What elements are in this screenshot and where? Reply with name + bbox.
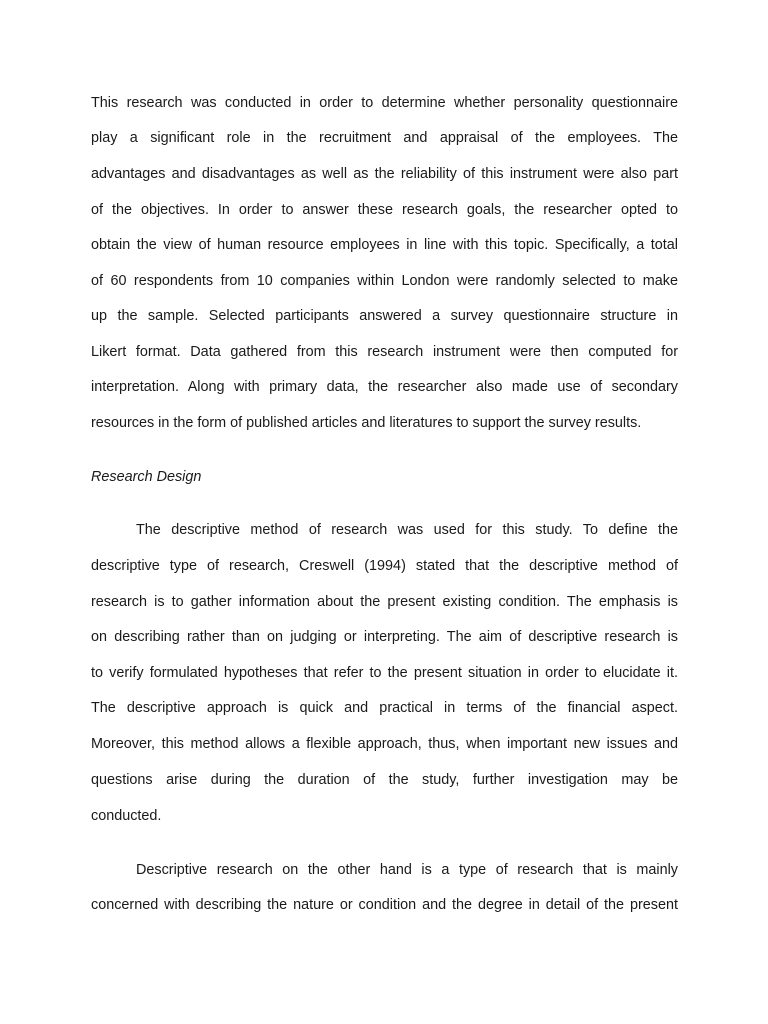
text-line: play a significant role in the recruitment and appraisal of the employees. The — [91, 130, 678, 146]
text-line: research is to gather information about the present existing condition. The emphasis is — [91, 594, 678, 610]
text-line: Descriptive research on the other hand is a type of research that is mainly — [136, 862, 678, 878]
text-line: of 60 respondents from 10 companies within London were randomly selected to make — [91, 273, 678, 289]
text-line: of the objectives. In order to answer these research goals, the researcher opted to — [91, 202, 678, 218]
text-line: The descriptive approach is quick and practical in terms of the financial aspect. — [91, 700, 678, 716]
text-line: Moreover, this method allows a flexible approach, thus, when important new issues and — [91, 736, 678, 752]
text-line: concerned with describing the nature or condition and the degree in detail of the present — [91, 897, 678, 913]
text-line: resources in the form of published articles and literatures to support the survey results. — [91, 415, 642, 431]
section-heading: Research Design — [91, 469, 202, 485]
text-line: descriptive type of research, Creswell (1994) stated that the descriptive method of — [91, 558, 678, 574]
text-line: to verify formulated hypotheses that refer to the present situation in order to elucidate it. — [91, 665, 678, 681]
text-line: advantages and disadvantages as well as the reliability of this instrument were also part — [91, 166, 678, 182]
text-line: on describing rather than on judging or interpreting. The aim of descriptive research is — [91, 629, 678, 645]
text-line: interpretation. Along with primary data, the researcher also made use of secondary — [91, 379, 678, 395]
text-line: This research was conducted in order to determine whether personality questionnaire — [91, 95, 678, 111]
text-line: up the sample. Selected participants answered a survey questionnaire structure in — [91, 308, 678, 324]
text-line: conducted. — [91, 808, 162, 824]
text-line: questions arise during the duration of the study, further investigation may be — [91, 772, 678, 788]
text-line: The descriptive method of research was used for this study. To define the — [136, 522, 678, 538]
text-line: Likert format. Data gathered from this research instrument were then computed for — [91, 344, 678, 360]
text-line: obtain the view of human resource employees in line with this topic. Specifically, a total — [91, 237, 678, 253]
